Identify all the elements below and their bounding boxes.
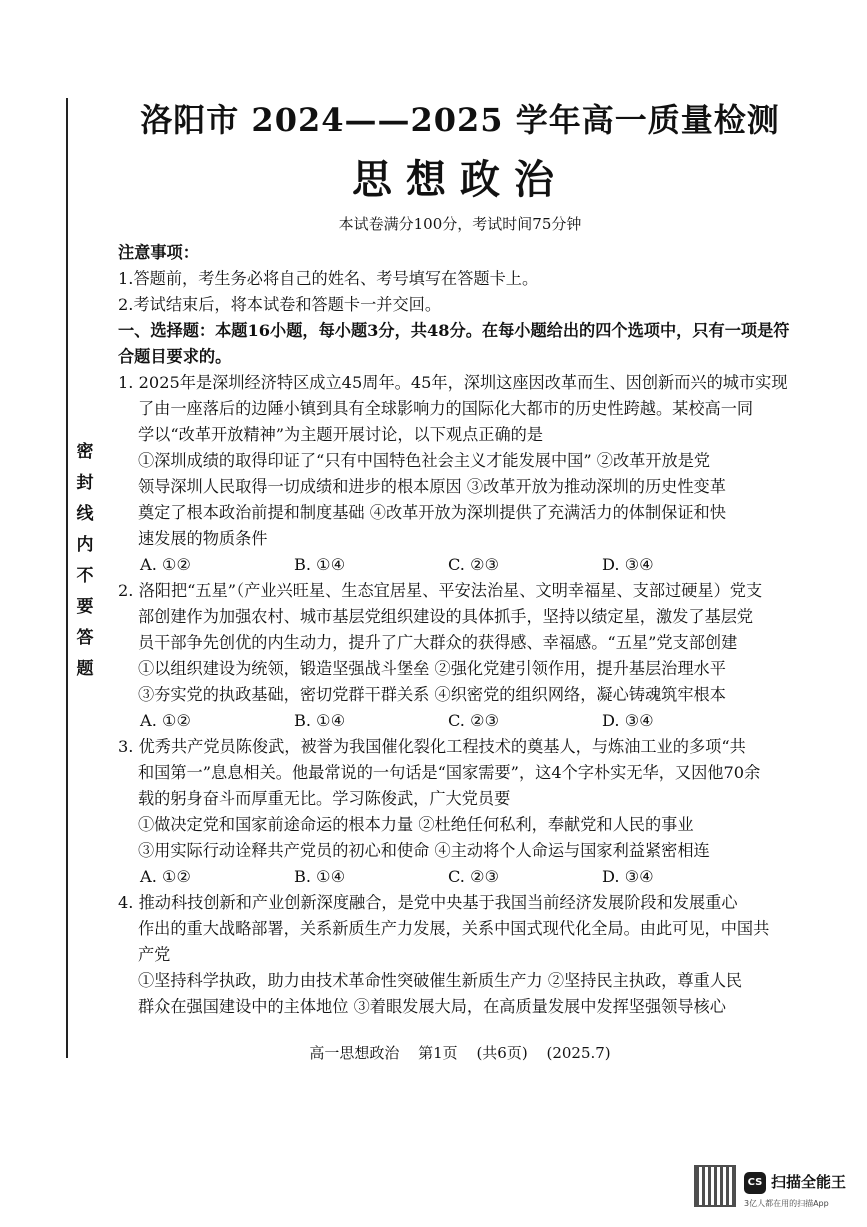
question-stem-line: 2. 洛阳把“五星”（产业兴旺星、生态宜居星、平安法治星、文明幸福星、支部过硬星）党支 [118,581,763,600]
subject-title: 思想政治 [352,156,568,203]
question-stem-line: 4. 推动科技创新和产业创新深度融合，是党中央基于我国当前经济发展阶段和发展重心 [118,893,738,912]
answer-option: D. ③④ [602,867,654,886]
seal-warning [74,440,96,688]
answer-option: D. ③④ [602,711,654,730]
answer-option: A. ①② [140,555,192,574]
binding-line [66,98,68,1058]
camscanner-logo: CS [744,1172,766,1194]
answer-option: C. ②③ [448,867,500,886]
camscanner-tagline: 3亿人都在用的扫描App [744,1199,829,1208]
exam-meta: 本试卷满分100分，考试时间75分钟 [338,215,582,233]
answer-option: B. ①④ [294,711,346,730]
notice-item: 1.答题前，考生务必将自己的姓名、考号填写在答题卡上。 [118,269,539,288]
question-2 [118,578,788,734]
question-stem-line: 了由一座落后的边陲小镇到具有全球影响力的国际化大都市的历史性跨越。某校高一同 [138,399,754,418]
question-list [118,370,788,1020]
question-stem-line: 员干部争先创优的内生动力，提升了广大群众的获得感、幸福感。“五星”党支部创建 [138,633,738,652]
answer-options [118,708,788,734]
question-stem-line: 产党 [138,945,171,964]
page-footer [100,1042,820,1063]
camscanner-name: 扫描全能王 [771,1173,847,1191]
question-3 [118,734,788,890]
answer-option: A. ①② [140,867,192,886]
answer-option: B. ①④ [294,867,346,886]
question-statement-line: ①以组织建设为统领，锻造坚强战斗堡垒 ②强化党建引领作用，提升基层治理水平 [138,659,726,678]
seal-char: 内 [76,535,94,555]
question-stem-line: 载的躬身奋斗而厚重无比。学习陈俊武，广大党员要 [138,789,511,808]
question-statement-line: 速发展的物质条件 [138,529,268,548]
question-statement-line: 奠定了根本政治前提和制度基础 ④改革开放为深圳提供了充满活力的体制保证和快 [138,503,726,522]
answer-option: D. ③④ [602,555,654,574]
exam-content [118,240,788,1020]
question-statement-line: ①坚持科学执政，助力由技术革命性突破催生新质生产力 ②坚持民主执政，尊重人民 [138,971,743,990]
question-1 [118,370,788,578]
seal-char: 密 [76,442,94,462]
seal-char: 答 [76,628,94,648]
answer-option: C. ②③ [448,711,500,730]
answer-option: B. ①④ [294,555,346,574]
question-4 [118,890,788,1020]
seal-char: 不 [76,566,94,586]
notice-item: 2.考试结束后，将本试卷和答题卡一并交回。 [118,295,442,314]
question-stem-line: 学以“改革开放精神”为主题开展讨论，以下观点正确的是 [138,425,544,444]
section-heading: 合题目要求的。 [118,347,232,366]
footer-total: (共6页) [476,1044,528,1062]
seal-char: 封 [76,473,94,493]
footer-subject: 高一思想政治 [309,1044,400,1062]
exam-title: 洛阳市 2024——2025 学年高一质量检测 [140,101,780,139]
seal-char: 题 [76,659,94,679]
section-heading: 一、选择题：本题16小题，每小题3分，共48分。在每小题给出的四个选项中，只有一项是符 [118,321,790,340]
question-statement-line: ①深圳成绩的取得印证了“只有中国特色社会主义才能发展中国” ②改革开放是党 [138,451,711,470]
question-statement-line: ③用实际行动诠释共产党员的初心和使命 ④主动将个人命运与国家利益紧密相连 [138,841,710,860]
question-statement-line: ①做决定党和国家前途命运的根本力量 ②杜绝任何私利，奉献党和人民的事业 [138,815,694,834]
qr-code [694,1165,736,1207]
question-stem-line: 作出的重大战略部署，关系新质生产力发展，关系中国式现代化全局。由此可见，中国共 [138,919,770,938]
question-stem-line: 1. 2025年是深圳经济特区成立45周年。45年，深圳这座因改革而生、因创新而兴的城市实现 [118,373,788,392]
answer-options [118,552,788,578]
question-stem-line: 3. 优秀共产党员陈俊武，被誉为我国催化裂化工程技术的奠基人，与炼油工业的多项“共 [118,737,746,756]
answer-option: C. ②③ [448,555,500,574]
question-statement-line: ③夯实党的执政基础，密切党群干群关系 ④织密党的组织网络，凝心铸魂筑牢根本 [138,685,726,704]
seal-char: 线 [76,504,94,524]
notice-heading: 注意事项： [118,243,199,262]
answer-options [118,864,788,890]
question-statement-line: 领导深圳人民取得一切成绩和进步的根本原因 ③改革开放为推动深圳的历史性变革 [138,477,726,496]
seal-char: 要 [76,597,94,617]
answer-option: A. ①② [140,711,192,730]
footer-page: 第1页 [418,1044,458,1062]
question-stem-line: 部创建作为加强农村、城市基层党组织建设的具体抓手，坚持以绩定星，激发了基层党 [138,607,754,626]
footer-date: (2025.7) [546,1044,611,1062]
question-stem-line: 和国第一”息息相关。他最常说的一句话是“国家需要”，这4个字朴实无华，又因他70余 [138,763,761,782]
question-statement-line: 群众在强国建设中的主体地位 ③着眼发展大局，在高质量发展中发挥坚强领导核心 [138,997,726,1016]
